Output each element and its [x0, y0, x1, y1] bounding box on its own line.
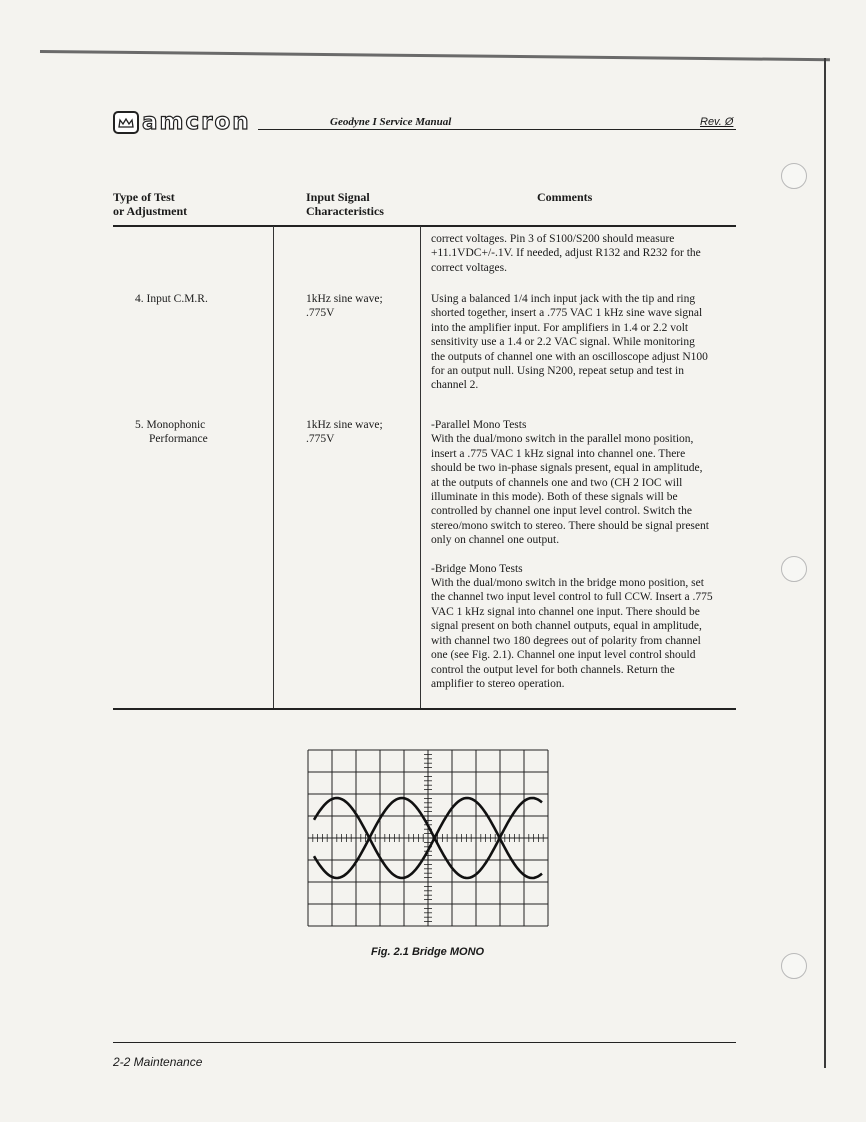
text-line: Using a balanced 1/4 inch input jack with the tip and ring — [431, 293, 696, 305]
text-line: into the amplifier input. For amplifiers in 1.4 or 2.2 volt — [431, 321, 689, 334]
text-line: shorted together, insert a .775 VAC 1 kHz sine wave signal — [431, 307, 703, 320]
column-divider — [420, 226, 421, 709]
footer-page-label: 2-2 Maintenance — [113, 1055, 203, 1069]
text-line: 5. Monophonic — [135, 419, 206, 431]
logo-wordmark: amcron — [142, 109, 251, 135]
text-line: one (see Fig. 2.1). Channel one input level control should — [431, 649, 696, 662]
oscilloscope-figure — [306, 748, 551, 930]
column-header-comments — [537, 190, 592, 204]
manual-title: Geodyne I Service Manual — [330, 116, 452, 128]
binder-hole — [781, 163, 807, 189]
text-line: channel 2. — [431, 379, 479, 392]
text-line: amplifier to stereo operation. — [431, 677, 565, 690]
text-line: +11.1VDC+/-.1V. If needed, adjust R132 and R232 for the — [431, 247, 701, 260]
parallel-mono-heading: -Parallel Mono Tests — [431, 419, 527, 431]
text-line: the channel two input level control to full CCW. Insert a .775 — [431, 591, 713, 604]
column-header-test — [113, 190, 187, 218]
binder-hole — [781, 556, 807, 582]
text-line: only on channel one output. — [431, 534, 560, 547]
header-line: Input Signal — [306, 190, 370, 204]
header-line: or Adjustment — [113, 204, 188, 218]
scan-top-edge — [40, 50, 830, 61]
crown-icon — [113, 111, 139, 134]
text-line: signal present on both channel outputs, equal in amplitude, — [431, 620, 702, 633]
text-line: control the output level for both channels. Return the — [431, 663, 675, 676]
table-top-rule — [113, 225, 736, 227]
text-line: the outputs of channel one with an oscilloscope adjust N100 — [431, 350, 708, 363]
scan-right-edge — [824, 58, 826, 1068]
header-rule — [258, 129, 736, 130]
row-5-signal — [306, 418, 383, 447]
comments-continuation — [431, 232, 736, 275]
text-line: 1kHz sine wave; — [306, 293, 383, 305]
text-line: should be two in-phase signals present, equal in amplitude, — [431, 462, 703, 475]
text-line: illuminate in this mode). Both of these signals will be — [431, 491, 678, 504]
row-5-comments — [431, 418, 736, 691]
text-line: stereo/mono switch to stereo. There should be signal present — [431, 519, 709, 532]
text-line: at the outputs of channels one and two (CH 2 IOC will — [431, 476, 683, 489]
text-line: 1kHz sine wave; — [306, 419, 383, 431]
row-5-test — [135, 418, 208, 447]
header-line: Type of Test — [113, 190, 175, 204]
column-header-signal — [306, 190, 384, 218]
column-divider — [273, 226, 274, 709]
paragraph-gap — [431, 548, 736, 562]
row-4-signal — [306, 292, 383, 321]
revision-label: Rev. Ø — [700, 116, 734, 128]
text-line: correct voltages. Pin 3 of S100/S200 should measure — [431, 233, 675, 245]
text-line: for an output null. Using N200, repeat setup and test in — [431, 365, 684, 378]
text-line: Performance — [149, 433, 208, 446]
text-line: VAC 1 kHz signal into channel one input. There should be — [431, 605, 700, 618]
text-line: with channel two 180 degrees out of polarity from channel — [431, 634, 701, 647]
text-line: .775V — [306, 433, 335, 446]
header-line: Characteristics — [306, 204, 384, 218]
text-line: With the dual/mono switch in the bridge mono position, set — [431, 577, 704, 590]
row-4-test — [135, 292, 208, 306]
amcron-logo — [113, 111, 251, 134]
scope-axis-ticks — [308, 750, 543, 922]
header-line: Comments — [537, 190, 593, 204]
bridge-mono-heading: -Bridge Mono Tests — [431, 562, 523, 575]
figure-caption: Fig. 2.1 Bridge MONO — [371, 946, 485, 958]
text-line: sensitivity use a 1.4 or 2.2 VAC signal. While monitoring — [431, 336, 695, 349]
text-line: 4. Input C.M.R. — [135, 293, 208, 305]
table-bottom-rule — [113, 708, 736, 710]
text-line: correct voltages. — [431, 261, 507, 274]
text-line: .775V — [306, 307, 335, 320]
footer-rule — [113, 1042, 736, 1043]
text-line: With the dual/mono switch in the parallel mono position, — [431, 433, 694, 446]
text-line: insert a .775 VAC 1 kHz signal into channel one. There — [431, 447, 686, 460]
row-4-comments — [431, 292, 736, 393]
binder-hole — [781, 953, 807, 979]
text-line: controlled by channel one input level control. Switch the — [431, 505, 692, 518]
